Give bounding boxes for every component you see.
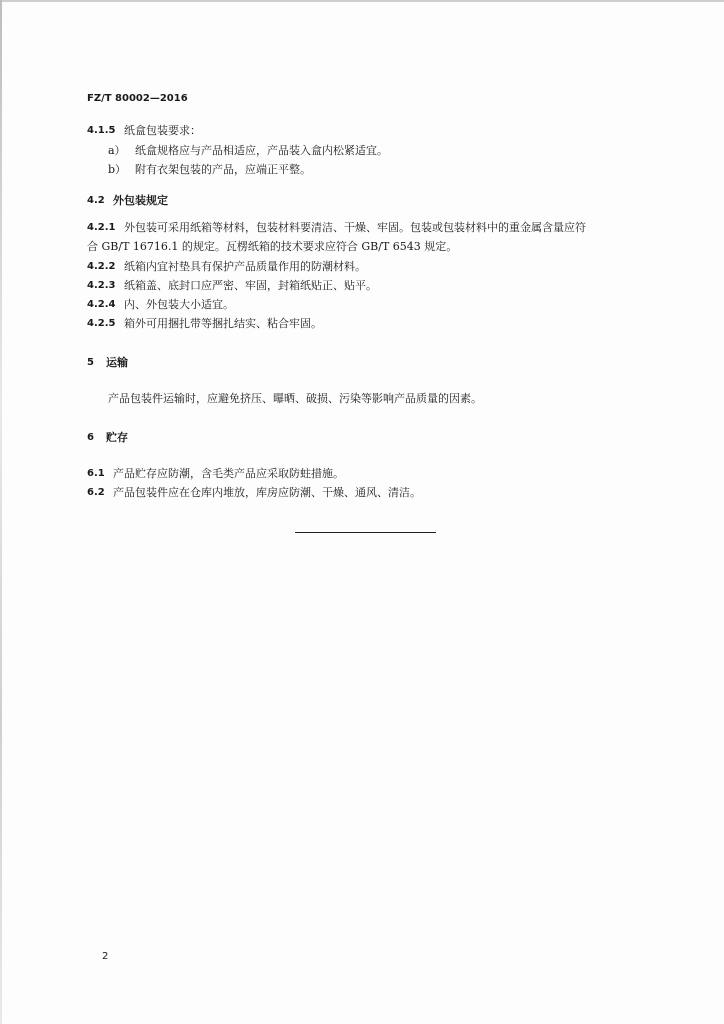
clause-number-4-2-5: 4.2.5 (87, 318, 116, 329)
clause-number-4-2-4: 4.2.4 (87, 299, 116, 310)
clause-text-4-2-1-line2: 合 GB/T 16716.1 的规定。瓦楞纸箱的技术要求应符合 GB/T 6543 规定。 (87, 240, 458, 253)
clause-text-4-2-3: 纸箱盖、底封口应严密、牢固，封箱纸贴正、贴平。 (124, 279, 377, 292)
scan-edge-left (0, 0, 2, 1024)
standard-code-header: FZ/T 80002—2016 (87, 93, 188, 104)
page-number: 2 (102, 951, 109, 962)
clause-text-4-2-1-line1: 外包装可采用纸箱等材料，包装材料要清洁、干燥、牢固。包装或包装材料中的重金属含量应符 (124, 221, 586, 234)
scan-edge-top (0, 0, 724, 2)
clause-text-6-1: 产品贮存应防潮，含毛类产品应采取防蛀措施。 (113, 467, 344, 480)
section-title-5: 运输 (106, 356, 128, 369)
clause-text-4-1-5: 纸盒包装要求： (124, 124, 201, 137)
clause-text-6-2: 产品包装件应在仓库内堆放，库房应防潮、干燥、通风、清洁。 (113, 486, 421, 499)
list-item-text-a: 纸盒规格应与产品相适应，产品装入盒内松紧适宜。 (135, 144, 388, 157)
section-title-6: 贮存 (106, 431, 128, 444)
section-paragraph-5: 产品包装件运输时，应避免挤压、曝晒、破损、污染等影响产品质量的因素。 (108, 392, 482, 405)
clause-number-4-2-2: 4.2.2 (87, 261, 116, 272)
clause-text-4-2-2: 纸箱内宜衬垫具有保护产品质量作用的防潮材料。 (124, 260, 366, 273)
list-item-marker-a: a） (108, 144, 126, 157)
clause-number-4-1-5: 4.1.5 (87, 125, 116, 136)
clause-number-6-2: 6.2 (87, 487, 105, 498)
clause-number-6-1: 6.1 (87, 468, 105, 479)
clause-text-4-2-4: 内、外包装大小适宜。 (124, 298, 234, 311)
list-item-marker-b: b） (108, 163, 127, 176)
section-number-6: 6 (87, 432, 94, 443)
end-of-document-rule (295, 532, 436, 533)
clause-number-4-2-3: 4.2.3 (87, 280, 116, 291)
section-title-4-2: 外包装规定 (113, 194, 168, 207)
clause-text-4-2-5: 箱外可用捆扎带等捆扎结实、粘合牢固。 (124, 317, 322, 330)
section-number-5: 5 (87, 357, 94, 368)
section-number-4-2: 4.2 (87, 195, 105, 206)
list-item-text-b: 附有衣架包装的产品，应端正平整。 (135, 163, 311, 176)
clause-number-4-2-1: 4.2.1 (87, 222, 116, 233)
